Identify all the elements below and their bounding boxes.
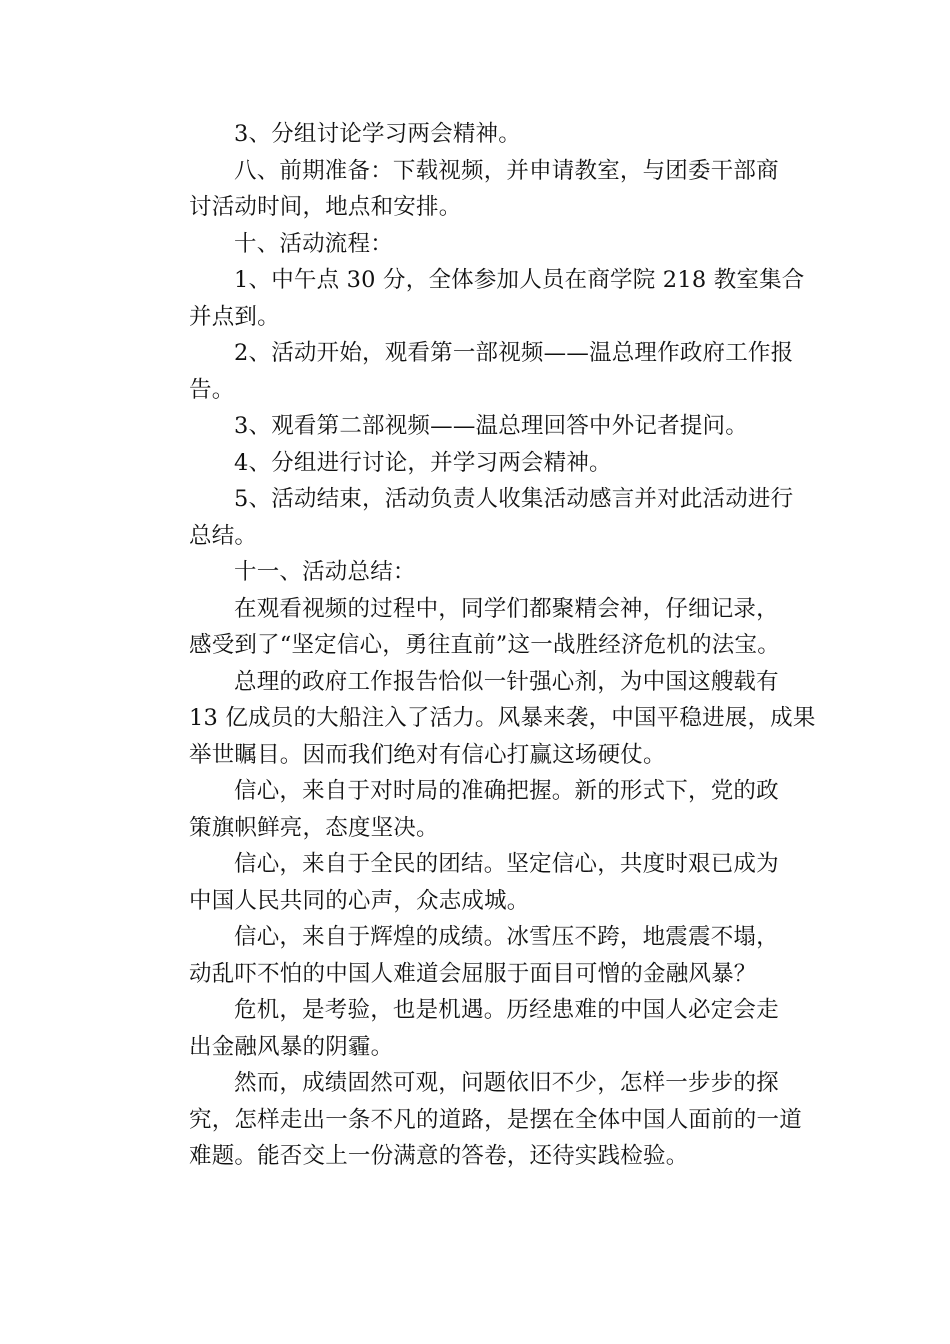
list-item: [144, 481, 810, 554]
paragraph: [144, 1065, 810, 1175]
text-line: 感受到了“坚定信心，勇往直前”这一战胜经济危机的法宝。: [189, 632, 780, 658]
text-line: 总理的政府工作报告恰似一针强心剂，为中国这艘载有: [234, 668, 779, 695]
paragraph: [144, 153, 810, 226]
text-line: 策旗帜鲜亮，态度坚决。: [189, 814, 439, 841]
paragraph: [144, 919, 810, 992]
text-line: 出金融风暴的阴霾。: [189, 1033, 394, 1060]
text-line: 告。: [189, 376, 235, 403]
list-item: [144, 445, 810, 482]
text-line: 八、前期准备：下载视频，并申请教室，与团委干部商: [234, 157, 779, 184]
paragraph: [144, 116, 810, 153]
text-line: 究，怎样走出一条不凡的道路，是摆在全体中国人面前的一道: [189, 1106, 802, 1133]
text-line: 难题。能否交上一份满意的答卷，还待实践检验。: [189, 1143, 689, 1169]
text-line: 动乱吓不怕的中国人难道会屈服于面目可憎的金融风暴？: [189, 960, 757, 987]
text-line: 3、分组讨论学习两会精神。: [234, 121, 521, 147]
text-line: 十、活动流程：: [234, 230, 393, 257]
list-item: [144, 335, 810, 408]
text-line: 3、观看第二部视频——温总理回答中外记者提问。: [234, 413, 748, 439]
text-line: 十一、活动总结：: [234, 559, 416, 585]
text-line: 然而，成绩固然可观，问题依旧不少，怎样一步步的探: [234, 1070, 779, 1096]
text-line: 并点到。: [189, 303, 280, 330]
text-line: 在观看视频的过程中，同学们都聚精会神，仔细记录，: [234, 595, 779, 622]
text-line: 信心，来自于辉煌的成绩。冰雪压不跨，地震震不塌，: [234, 924, 779, 950]
text-line: 信心，来自于全民的团结。坚定信心，共度时艰已成为: [234, 851, 779, 877]
list-item: [144, 408, 810, 445]
text-line: 5、活动结束，活动负责人收集活动感言并对此活动进行: [234, 486, 794, 512]
paragraph: [144, 773, 810, 846]
text-line: 中国人民共同的心声，众志成城。: [189, 887, 530, 914]
paragraph: [144, 591, 810, 664]
text-line: 讨活动时间，地点和安排。: [189, 194, 462, 220]
text-line: 危机，是考验，也是机遇。历经患难的中国人必定会走: [234, 997, 779, 1023]
section-heading: [144, 226, 810, 263]
text-line: 4、分组进行讨论，并学习两会精神。: [234, 449, 612, 476]
text-line: 信心，来自于对时局的准确把握。新的形式下，党的政: [234, 778, 779, 804]
paragraph: [144, 846, 810, 919]
text-line: 总结。: [189, 522, 258, 549]
text-line: 13 亿成员的大船注入了活力。风暴来袭，中国平稳进展，成果: [189, 705, 816, 731]
document-body: [144, 116, 816, 1175]
list-item: [144, 262, 810, 335]
paragraph: [144, 992, 810, 1065]
text-line: 2、活动开始，观看第一部视频——温总理作政府工作报: [234, 340, 794, 366]
text-line: 1、中午点 30 分，全体参加人员在商学院 218 教室集合: [234, 267, 805, 293]
text-line: 举世瞩目。因而我们绝对有信心打赢这场硬仗。: [189, 741, 666, 768]
paragraph: [144, 664, 816, 774]
section-heading: [144, 554, 810, 591]
